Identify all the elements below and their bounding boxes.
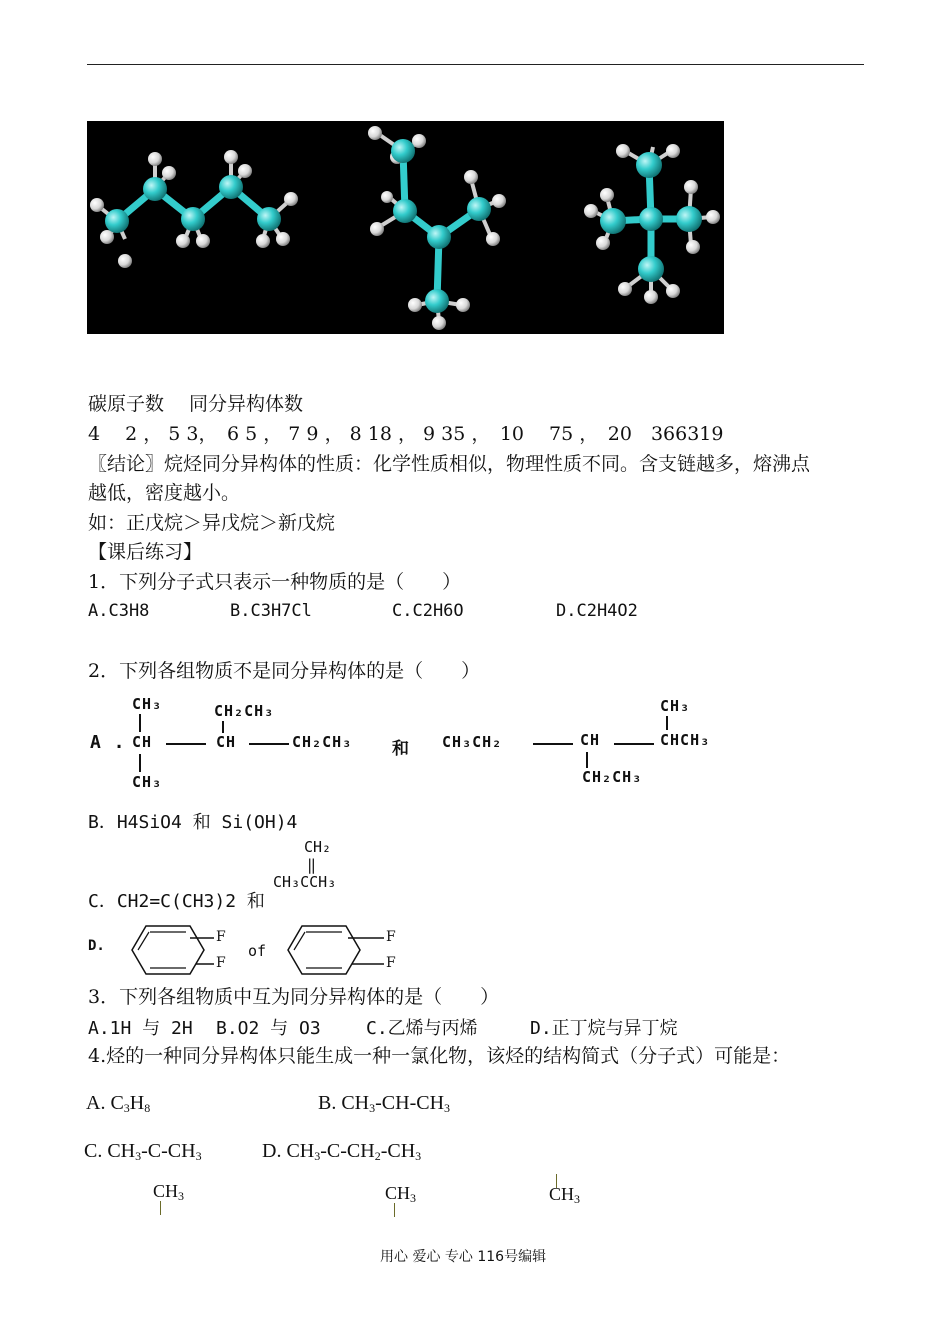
q2-a-r-center: CH xyxy=(580,731,601,749)
q3-option-d: D.正丁烷与异丁烷 xyxy=(530,1018,678,1039)
page-footer: 用心 爱心 专心 116号编辑 xyxy=(380,1249,547,1265)
q1-option-d: D.C2H4O2 xyxy=(556,601,638,621)
q2-d-label: D. xyxy=(88,938,105,954)
q2-a-left-top: CH₃ xyxy=(132,695,163,713)
q2-c-double-bond: ‖ xyxy=(307,856,317,874)
isomer-count-row: 4 2 ， 5 3， 6 5 ， 7 9 ， 8 18 ， 9 35 ， 10 75 ， 20 366319 xyxy=(88,423,724,445)
q1-option-c: C.C2H6O xyxy=(392,601,464,621)
q2-a-mid-center: CH xyxy=(216,733,237,751)
q2-a-right-end: CH₂CH₃ xyxy=(292,733,353,751)
q4-option-b: B. $CH_3-CH-CH_3$ xyxy=(318,1092,451,1115)
q1-option-b: B.C3H7Cl xyxy=(230,601,312,621)
example-line: 如：正戊烷＞异戊烷＞新戊烷 xyxy=(88,512,336,534)
q2-a-mid-top: CH₂CH₃ xyxy=(214,702,275,720)
q2-option-c-text: C．CH2=C(CH3)2 和 xyxy=(88,891,265,912)
q3-option-c: C.乙烯与丙烯 xyxy=(366,1018,478,1039)
q2-stem: 2．下列各组物质不是同分异构体的是（ ） xyxy=(88,660,481,682)
q4-bond-2 xyxy=(394,1203,395,1217)
q2-d-f1: F xyxy=(216,929,226,945)
q2-d-benzene-right xyxy=(282,920,402,980)
header-rule xyxy=(87,64,864,65)
q2-a-left-center: CH xyxy=(132,733,153,751)
q3-stem: 3．下列各组物质中互为同分异构体的是（ ） xyxy=(88,986,500,1008)
q4-substituent-1: $CH_3$ xyxy=(153,1181,185,1203)
q2-a-and: 和 xyxy=(392,739,410,759)
q2-a-r-bottom: CH₂CH₃ xyxy=(582,768,643,786)
q2-d-f4: F xyxy=(386,955,396,971)
section-title: 【课后练习】 xyxy=(88,541,203,563)
q2-a-r-top: CH₃ xyxy=(660,697,691,715)
q4-option-d: D. $CH_3-C-CH_2-CH_3$ xyxy=(262,1140,422,1163)
q2-a-label: A . xyxy=(90,732,126,753)
q4-substituent-2: $CH_3$ xyxy=(385,1183,417,1205)
q3-option-a: A.1H 与 2H xyxy=(88,1018,193,1039)
q2-d-f2: F xyxy=(216,955,226,971)
q2-c-bottom: CH₃CCH₃ xyxy=(273,873,337,891)
conclusion-line-2: 越低，密度越小。 xyxy=(88,482,241,504)
q1-option-a: A.C3H8 xyxy=(88,601,150,621)
q3-option-b: B.O2 与 O3 xyxy=(216,1018,321,1039)
q2-d-and: of xyxy=(248,942,267,960)
isomer-count-header: 碳原子数 同分异构体数 xyxy=(88,393,304,415)
q2-d-f3: F xyxy=(386,929,396,945)
pentane-isomer-models-image xyxy=(87,121,724,334)
q4-option-a: A. $C_3H_8$ xyxy=(86,1092,151,1115)
q2-a-r-left: CH₃CH₂ xyxy=(442,733,503,751)
q4-substituent-3: $CH_3$ xyxy=(549,1184,581,1206)
q4-bond-1 xyxy=(160,1201,161,1215)
q4-option-c: C. $CH_3-C-CH_3$ xyxy=(84,1140,202,1163)
q4-stem: 4.烃的一种同分异构体只能生成一种一氯化物，该烃的结构简式（分子式）可能是： xyxy=(88,1045,791,1067)
q2-a-r-right: CHCH₃ xyxy=(660,731,711,749)
q2-option-b: B．H4SiO4 和 Si(OH)4 xyxy=(88,812,298,833)
q1-stem: 1．下列分子式只表示一种物质的是（ ） xyxy=(88,571,462,593)
conclusion-line-1: 〖结论〗烷烃同分异构体的性质：化学性质相似，物理性质不同。含支链越多，熔沸点 xyxy=(88,453,811,475)
q2-c-top: CH₂ xyxy=(304,838,332,856)
q2-a-left-bottom: CH₃ xyxy=(132,773,163,791)
